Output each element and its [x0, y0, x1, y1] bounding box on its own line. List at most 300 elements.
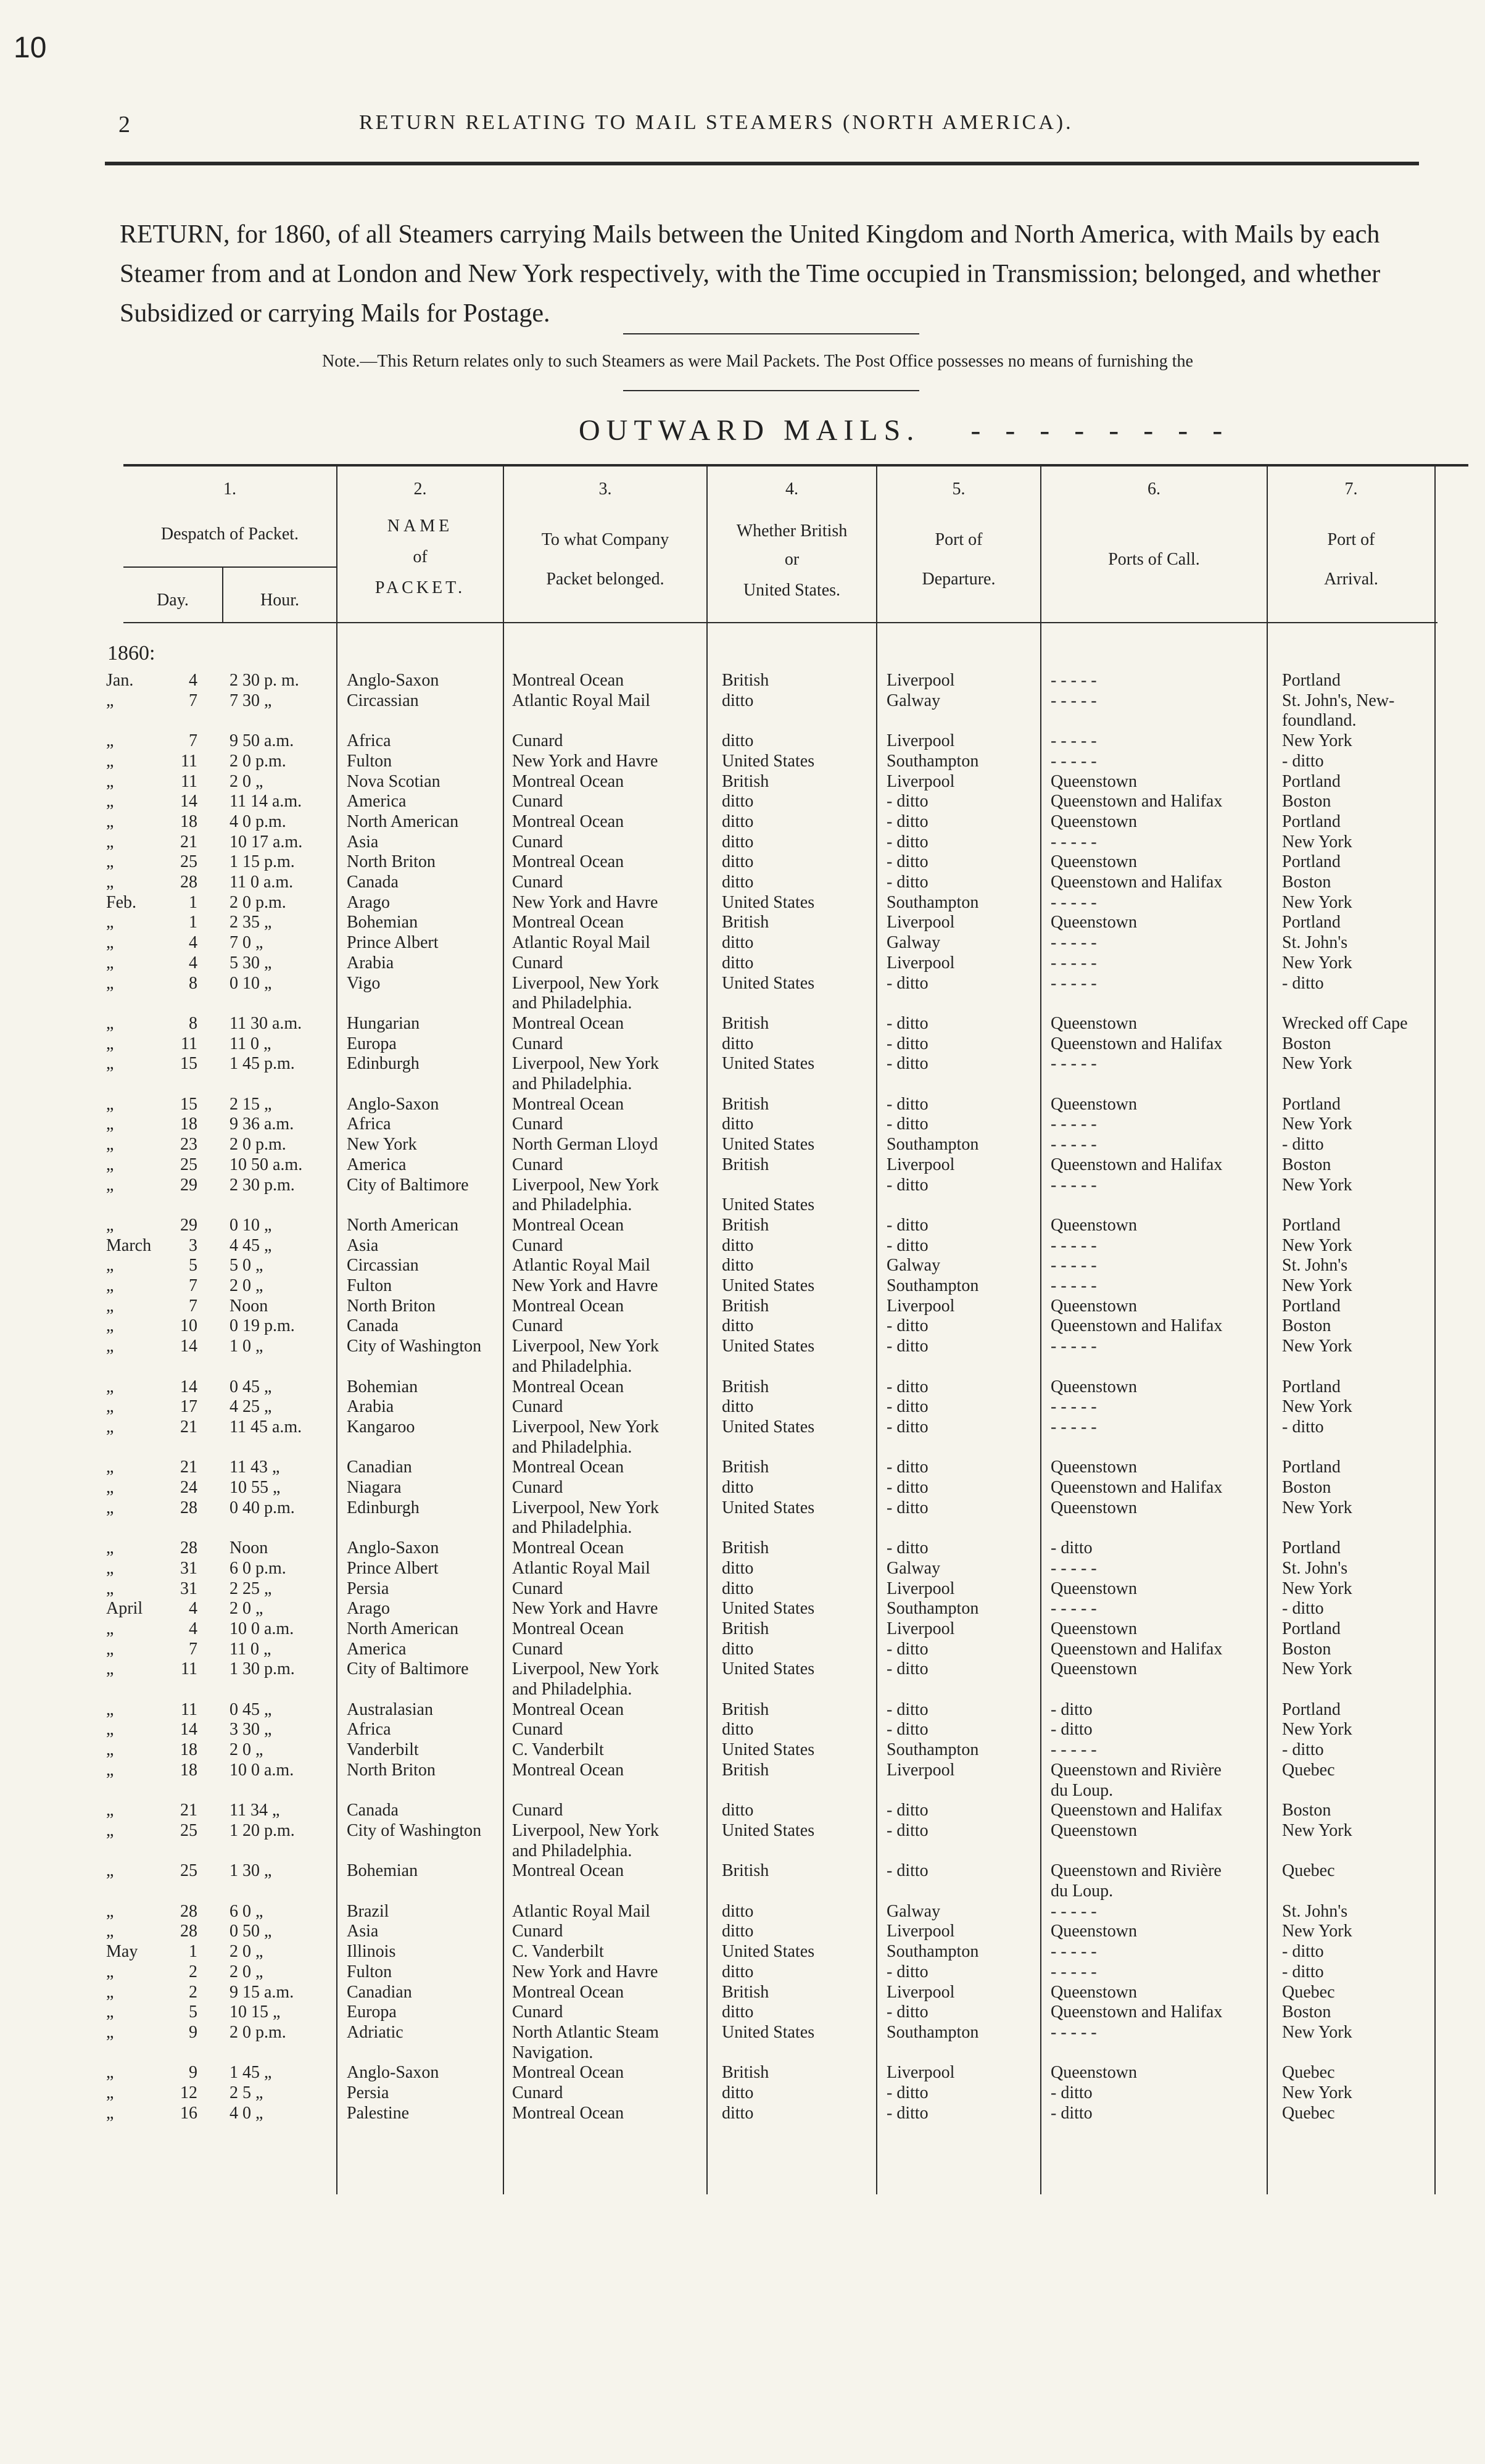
- cell-n: Europa: [347, 1034, 397, 1053]
- col2-number: 2.: [413, 479, 427, 499]
- cell-n: North American: [347, 811, 459, 831]
- cell-b: British: [722, 1296, 769, 1316]
- cell-arr: Quebec: [1282, 1982, 1335, 2002]
- header-rule: [105, 162, 1419, 165]
- cell-dep: Southampton: [887, 1276, 979, 1295]
- cell-b: ditto: [722, 1801, 754, 1820]
- cell-call: Queenstown: [1051, 1458, 1137, 1477]
- cell-call: Queenstown and Halifax: [1051, 1034, 1223, 1053]
- intro-rule: [623, 333, 919, 334]
- cell-arr: New York: [1282, 1498, 1352, 1517]
- cell-call: - - - - -: [1051, 1942, 1097, 1962]
- cell-co2: and Philadelphia.: [512, 993, 632, 1013]
- col-divider-4: [876, 467, 877, 2194]
- cell-n: City of Baltimore: [347, 1175, 469, 1195]
- cell-dep: - ditto: [887, 1337, 929, 1356]
- col5-number: 5.: [952, 479, 966, 499]
- cell-co: Cunard: [512, 1578, 563, 1598]
- cell-arr: New York: [1282, 832, 1352, 852]
- cell-d: 4: [189, 1599, 197, 1619]
- despatch-sub-rule: [123, 566, 336, 568]
- cell-arr: St. John's: [1282, 933, 1348, 953]
- cell-dep: Liverpool: [887, 913, 955, 932]
- cell-m: „: [106, 731, 114, 751]
- cell-n: Edinburgh: [347, 1498, 420, 1517]
- cell-arr: Boston: [1282, 1034, 1331, 1053]
- cell-h: 0 10 „: [230, 1215, 272, 1235]
- cell-call: Queenstown: [1051, 1498, 1137, 1517]
- cell-b: United States: [722, 1135, 815, 1155]
- cell-call: Queenstown: [1051, 811, 1137, 831]
- cell-m: „: [106, 913, 114, 932]
- cell-call2: du Loup.: [1051, 1780, 1114, 1800]
- cell-b: United States: [722, 1498, 815, 1517]
- cell-d: 5: [189, 1256, 197, 1276]
- cell-dep: Liverpool: [887, 1619, 955, 1638]
- cell-call: Queenstown: [1051, 1013, 1137, 1033]
- cell-m: „: [106, 953, 114, 973]
- cell-n: City of Baltimore: [347, 1659, 469, 1679]
- cell-arr: St. John's, New-: [1282, 691, 1395, 710]
- departure-header-1: Port of: [935, 530, 983, 549]
- cell-d: 16: [180, 2103, 197, 2123]
- cell-n: Europa: [347, 2002, 397, 2022]
- cell-call: Queenstown: [1051, 1215, 1137, 1235]
- cell-m: „: [106, 1901, 114, 1921]
- cell-dep: - ditto: [887, 1820, 929, 1840]
- cell-co: Montreal Ocean: [512, 1538, 624, 1558]
- col-divider-7: [1434, 467, 1436, 2194]
- cell-m: „: [106, 1820, 114, 1840]
- cell-call: Queenstown: [1051, 1578, 1137, 1598]
- cell-n: Bohemian: [347, 1377, 418, 1396]
- cell-b: British: [722, 1982, 769, 2002]
- cell-arr: Wrecked off Cape: [1282, 1013, 1408, 1033]
- cell-h: 9 50 a.m.: [230, 731, 294, 751]
- cell-h: 6 0 „: [230, 1901, 263, 1921]
- cell-h: 11 34 „: [230, 1801, 280, 1820]
- cell-h: 4 45 „: [230, 1235, 272, 1255]
- cell-m: „: [106, 1337, 114, 1356]
- cell-b: United States: [722, 2022, 815, 2042]
- cell-b: ditto: [722, 1397, 754, 1417]
- cell-h: 0 45 „: [230, 1699, 272, 1719]
- col4-number: 4.: [785, 479, 798, 499]
- cell-co: New York and Havre: [512, 1276, 658, 1295]
- cell-co: Montreal Ocean: [512, 1760, 624, 1780]
- cell-arr: - ditto: [1282, 751, 1324, 771]
- cell-dep: - ditto: [887, 1498, 929, 1517]
- cell-m: „: [106, 832, 114, 852]
- year-label: 1860:: [107, 642, 155, 665]
- name-header-2: of: [413, 547, 428, 566]
- cell-m: „: [106, 811, 114, 831]
- cell-h: 3 30 „: [230, 1720, 272, 1740]
- cell-call: - - - - -: [1051, 691, 1097, 710]
- cell-call: - - - - -: [1051, 1417, 1097, 1437]
- cell-co: Liverpool, New York: [512, 1659, 659, 1679]
- cell-dep: - ditto: [887, 1215, 929, 1235]
- cell-m: „: [106, 1699, 114, 1719]
- cell-m: „: [106, 1417, 114, 1437]
- cell-co: Montreal Ocean: [512, 1699, 624, 1719]
- cell-b: British: [722, 1861, 769, 1881]
- cell-call: - ditto: [1051, 2083, 1093, 2102]
- arrival-header-2: Arrival.: [1324, 570, 1378, 589]
- cell-arr: New York: [1282, 1235, 1352, 1255]
- cell-n: Arabia: [347, 1397, 394, 1417]
- cell-co: Montreal Ocean: [512, 2063, 624, 2083]
- cell-co: Atlantic Royal Mail: [512, 1901, 650, 1921]
- cell-dep: Liverpool: [887, 771, 955, 791]
- col-divider-2: [503, 467, 504, 2194]
- section-dashes: - - - - - - - -: [970, 414, 1231, 447]
- cell-co: Montreal Ocean: [512, 811, 624, 831]
- cell-b: British: [722, 1013, 769, 1033]
- cell-n: Canadian: [347, 1458, 412, 1477]
- cell-arr: New York: [1282, 1114, 1352, 1134]
- cell-d: 18: [180, 1114, 197, 1134]
- cell-m: „: [106, 1215, 114, 1235]
- company-header-2: Packet belonged.: [546, 570, 664, 589]
- cell-co: Cunard: [512, 1478, 563, 1497]
- cell-n: Edinburgh: [347, 1054, 420, 1074]
- cell-n: Canadian: [347, 1982, 412, 2002]
- cell-h: 2 0 „: [230, 1962, 263, 1981]
- cell-dep: Liverpool: [887, 953, 955, 973]
- cell-dep: Southampton: [887, 1740, 979, 1760]
- cell-call: Queenstown and Rivière: [1051, 1861, 1222, 1881]
- cell-b: British: [722, 1215, 769, 1235]
- cell-dep: - ditto: [887, 973, 929, 993]
- cell-m: April: [106, 1599, 143, 1619]
- cell-h: 10 15 „: [230, 2002, 281, 2022]
- cell-call: - - - - -: [1051, 1740, 1097, 1760]
- cell-co: Liverpool, New York: [512, 973, 659, 993]
- cell-arr: New York: [1282, 1720, 1352, 1740]
- cell-co: Cunard: [512, 1801, 563, 1820]
- cell-b: British: [722, 913, 769, 932]
- cell-d: 7: [189, 691, 197, 710]
- cell-co: Cunard: [512, 1114, 563, 1134]
- cell-b: ditto: [722, 691, 754, 710]
- cell-m: Jan.: [106, 671, 134, 690]
- cell-call: - - - - -: [1051, 933, 1097, 953]
- cell-m: „: [106, 1578, 114, 1598]
- cell-dep: - ditto: [887, 1720, 929, 1740]
- cell-co: New York and Havre: [512, 892, 658, 912]
- cell-call: - - - - -: [1051, 1256, 1097, 1276]
- arrival-header-1: Port of: [1327, 530, 1375, 549]
- cell-n: North American: [347, 1215, 459, 1235]
- cell-arr: - ditto: [1282, 1135, 1324, 1155]
- cell-call: - - - - -: [1051, 671, 1097, 690]
- running-page-number: 2: [118, 112, 130, 138]
- cell-n: Circassian: [347, 691, 419, 710]
- cell-arr: Quebec: [1282, 2063, 1335, 2083]
- cell-d: 28: [180, 1922, 197, 1941]
- cell-b: ditto: [722, 832, 754, 852]
- cell-dep: Southampton: [887, 1942, 979, 1962]
- cell-m: „: [106, 1982, 114, 2002]
- cell-d: 21: [180, 1417, 197, 1437]
- cell-d: 12: [180, 2083, 197, 2102]
- cell-co: Cunard: [512, 873, 563, 892]
- cell-co: Cunard: [512, 832, 563, 852]
- cell-call: - ditto: [1051, 1699, 1093, 1719]
- cell-arr: St. John's: [1282, 1558, 1348, 1578]
- cell-m: „: [106, 1498, 114, 1517]
- cell-d: 28: [180, 1498, 197, 1517]
- cell-h: 10 0 a.m.: [230, 1760, 294, 1780]
- cell-co: North Atlantic Steam: [512, 2022, 659, 2042]
- cell-h: 9 15 a.m.: [230, 1982, 294, 2002]
- cell-m: „: [106, 2022, 114, 2042]
- cell-d: 10: [180, 1316, 197, 1336]
- cell-call: Queenstown: [1051, 1982, 1137, 2002]
- cell-h: 11 30 a.m.: [230, 1013, 302, 1033]
- cell-m: Feb.: [106, 892, 136, 912]
- cell-b: ditto: [722, 933, 754, 953]
- cell-d: 28: [180, 873, 197, 892]
- cell-h: 11 43 „: [230, 1458, 280, 1477]
- cell-b: ditto: [722, 1720, 754, 1740]
- cell-arr: New York: [1282, 731, 1352, 751]
- cell-b: British: [722, 2063, 769, 2083]
- cell-dep: Liverpool: [887, 731, 955, 751]
- cell-b: British: [722, 1094, 769, 1114]
- section-title-text: OUTWARD MAILS.: [579, 414, 920, 447]
- cell-call: Queenstown: [1051, 1619, 1137, 1638]
- cell-dep: Galway: [887, 1256, 941, 1276]
- cell-n: North Briton: [347, 852, 436, 872]
- departure-header-2: Departure.: [922, 570, 996, 589]
- cell-co: Liverpool, New York: [512, 1498, 659, 1517]
- cell-dep: - ditto: [887, 1034, 929, 1053]
- cell-arr: Quebec: [1282, 1760, 1335, 1780]
- cell-d: 28: [180, 1901, 197, 1921]
- nationality-header-3: United States.: [743, 581, 841, 600]
- cell-arr: New York: [1282, 1820, 1352, 1840]
- cell-n: Anglo-Saxon: [347, 1094, 439, 1114]
- cell-dep: - ditto: [887, 1861, 929, 1881]
- cell-b: ditto: [722, 2083, 754, 2102]
- col3-number: 3.: [598, 479, 612, 499]
- cell-co: Atlantic Royal Mail: [512, 691, 650, 710]
- cell-m: „: [106, 1135, 114, 1155]
- cell-co: Montreal Ocean: [512, 852, 624, 872]
- cell-d: 17: [180, 1397, 197, 1417]
- cell-m: March: [106, 1235, 152, 1255]
- cell-co: Liverpool, New York: [512, 1417, 659, 1437]
- cell-call2: du Loup.: [1051, 1881, 1114, 1901]
- cell-d: 15: [180, 1094, 197, 1114]
- cell-arr: Boston: [1282, 1801, 1331, 1820]
- cell-b: ditto: [722, 1639, 754, 1659]
- cell-n: Canada: [347, 1801, 399, 1820]
- cell-dep: Southampton: [887, 751, 979, 771]
- cell-dep: - ditto: [887, 1659, 929, 1679]
- cell-co: Montreal Ocean: [512, 1982, 624, 2002]
- cell-dep: - ditto: [887, 1054, 929, 1074]
- cell-h: 1 45 p.m.: [230, 1054, 295, 1074]
- cell-dep: Galway: [887, 691, 941, 710]
- name-header-1: NAME: [387, 516, 453, 536]
- cell-m: „: [106, 1013, 114, 1033]
- cell-m: „: [106, 1155, 114, 1174]
- cell-arr: Portland: [1282, 1215, 1341, 1235]
- cell-m: „: [106, 933, 114, 953]
- cell-d: 23: [180, 1135, 197, 1155]
- cell-call: - - - - -: [1051, 832, 1097, 852]
- cell-n: Prince Albert: [347, 1558, 439, 1578]
- cell-b: ditto: [722, 811, 754, 831]
- name-header-3: PACKET.: [374, 578, 466, 597]
- cell-h: 2 0 p.m.: [230, 1135, 286, 1155]
- cell-m: „: [106, 1397, 114, 1417]
- cell-d: 14: [180, 792, 197, 811]
- cell-d: 4: [189, 933, 197, 953]
- cell-d: 11: [181, 771, 197, 791]
- cell-d: 11: [181, 1034, 197, 1053]
- cell-h: 2 0 p.m.: [230, 892, 286, 912]
- cell-m: „: [106, 1558, 114, 1578]
- cell-d: 2: [189, 1982, 197, 2002]
- cell-co: Cunard: [512, 2002, 563, 2022]
- cell-b: ditto: [722, 1114, 754, 1134]
- cell-dep: - ditto: [887, 1397, 929, 1417]
- cell-co: Cunard: [512, 1922, 563, 1941]
- cell-d: 21: [180, 1801, 197, 1820]
- cell-arr: Boston: [1282, 873, 1331, 892]
- cell-call: Queenstown: [1051, 1296, 1137, 1316]
- cell-arr: New York: [1282, 1659, 1352, 1679]
- cell-arr: - ditto: [1282, 1962, 1324, 1981]
- col1-number: 1.: [223, 479, 236, 499]
- cell-b: British: [722, 1377, 769, 1396]
- cell-h: 2 0 „: [230, 1942, 263, 1962]
- cell-m: „: [106, 1720, 114, 1740]
- cell-m: „: [106, 771, 114, 791]
- cell-b: United States: [722, 1599, 815, 1619]
- cell-h: 1 30 p.m.: [230, 1659, 295, 1679]
- cell-m: „: [106, 1458, 114, 1477]
- cell-dep: - ditto: [887, 1316, 929, 1336]
- cell-d: 28: [180, 1538, 197, 1558]
- cell-dep: - ditto: [887, 1175, 929, 1195]
- cell-d: 11: [181, 1699, 197, 1719]
- cell-h: 2 0 „: [230, 1740, 263, 1760]
- cell-d: 18: [180, 1760, 197, 1780]
- cell-h: 10 55 „: [230, 1478, 281, 1497]
- cell-h: 0 45 „: [230, 1377, 272, 1396]
- cell-arr: Portland: [1282, 771, 1341, 791]
- cell-co: Cunard: [512, 792, 563, 811]
- cell-dep: - ditto: [887, 1013, 929, 1033]
- despatch-header: Despatch of Packet.: [160, 525, 299, 544]
- cell-d: 29: [180, 1215, 197, 1235]
- cell-b: ditto: [722, 953, 754, 973]
- cell-co: Montreal Ocean: [512, 1296, 624, 1316]
- cell-dep: - ditto: [887, 1235, 929, 1255]
- cell-h: 1 30 „: [230, 1861, 272, 1881]
- cell-arr: Boston: [1282, 792, 1331, 811]
- cell-n: Illinois: [347, 1942, 396, 1962]
- cell-b: ditto: [722, 1558, 754, 1578]
- cell-call: - - - - -: [1051, 1276, 1097, 1295]
- cell-h: 9 36 a.m.: [230, 1114, 294, 1134]
- cell-co2: and Philadelphia.: [512, 1437, 632, 1457]
- cell-n: Adriatic: [347, 2022, 403, 2042]
- cell-d: 14: [180, 1720, 197, 1740]
- cell-h: 1 0 „: [230, 1337, 263, 1356]
- col-divider-5: [1040, 467, 1041, 2194]
- cell-arr: Portland: [1282, 1619, 1341, 1638]
- cell-b: British: [722, 771, 769, 791]
- cell-d: 8: [189, 1013, 197, 1033]
- cell-m: „: [106, 1538, 114, 1558]
- cell-call: - - - - -: [1051, 1397, 1097, 1417]
- cell-call: - - - - -: [1051, 2022, 1097, 2042]
- cell-dep: Liverpool: [887, 1922, 955, 1941]
- cell-n: City of Washington: [347, 1820, 482, 1840]
- cell-n: Nova Scotian: [347, 771, 441, 791]
- cell-h: 0 19 p.m.: [230, 1316, 295, 1336]
- cell-n: Anglo-Saxon: [347, 671, 439, 690]
- cell-n: Fulton: [347, 1276, 392, 1295]
- cell-d: 9: [189, 2022, 197, 2042]
- running-head: RETURN RELATING TO MAIL STEAMERS (NORTH AMERICA).: [359, 111, 1073, 134]
- cell-m: „: [106, 2083, 114, 2102]
- day-header: Day.: [157, 591, 189, 610]
- cell-dep: - ditto: [887, 811, 929, 831]
- cell-co: Liverpool, New York: [512, 1820, 659, 1840]
- cell-d: 2: [189, 1962, 197, 1981]
- cell-arr: Portland: [1282, 1458, 1341, 1477]
- cell-arr: St. John's: [1282, 1256, 1348, 1276]
- cell-dep: - ditto: [887, 1801, 929, 1820]
- cell-d: 1: [189, 892, 197, 912]
- note-text: Note.—This Return relates only to such Steamers as were Mail Packets. The Post Office possesses no means of furnishing the: [322, 352, 1193, 371]
- cell-b: United States: [722, 1054, 815, 1074]
- cell-call: - - - - -: [1051, 1175, 1097, 1195]
- cell-n: Persia: [347, 1578, 389, 1598]
- cell-arr: New York: [1282, 2083, 1352, 2102]
- cell-arr: Portland: [1282, 1296, 1341, 1316]
- col-divider-1: [336, 467, 337, 2194]
- cell-arr: New York: [1282, 1397, 1352, 1417]
- cell-call: Queenstown: [1051, 1659, 1137, 1679]
- cell-call: Queenstown and Halifax: [1051, 1478, 1223, 1497]
- cell-d: 5: [189, 2002, 197, 2022]
- cell-call: Queenstown and Rivière: [1051, 1760, 1222, 1780]
- cell-arr: New York: [1282, 1276, 1352, 1295]
- cell-d: 1: [189, 913, 197, 932]
- cell-h: 2 0 p.m.: [230, 751, 286, 771]
- cell-co: Montreal Ocean: [512, 1094, 624, 1114]
- cell-m: „: [106, 1316, 114, 1336]
- cell-b: United States: [722, 1942, 815, 1962]
- cell-m: „: [106, 1659, 114, 1679]
- cell-dep: Galway: [887, 1901, 941, 1921]
- cell-h: 10 50 a.m.: [230, 1155, 303, 1174]
- cell-m: „: [106, 1740, 114, 1760]
- cell-b: British: [722, 1699, 769, 1719]
- cell-m: „: [106, 792, 114, 811]
- cell-call: Queenstown and Halifax: [1051, 873, 1223, 892]
- cell-arr: St. John's: [1282, 1901, 1348, 1921]
- cell-co2: and Philadelphia.: [512, 1841, 632, 1860]
